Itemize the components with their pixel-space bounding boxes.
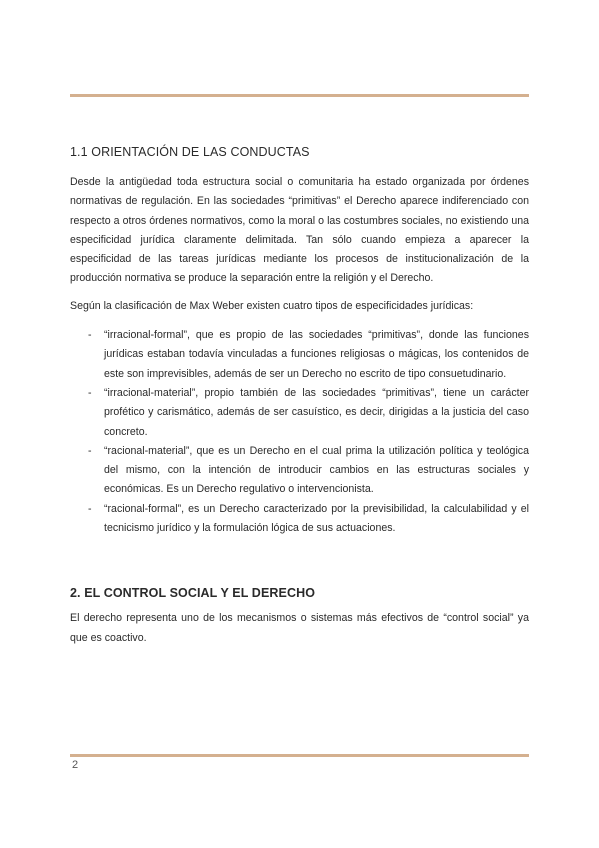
list-item [70,384,529,442]
paragraph-orientacion: Desde la antigüedad toda estructura social o comunitaria ha estado organizada por órdenes normativas de regulación. En las sociedades “primitivas” el Derecho aparece indiferenciado con respecto a otros órdenes normativos, como la moral o las costumbres sociales, no existiendo una especificidad jurídica claramente delimitada. Tan sólo cuando empieza a aparecer la especificidad de las tareas jurídicas mediante los procesos de institucionalización de la producción normativa se produce la separación entre la religión y el Derecho. [70,176,529,285]
paragraph-weber-intro: Según la clasificación de Max Weber existen cuatro tipos de especificidades jurídicas: [70,299,474,312]
bullet-dash: - [88,386,92,399]
header-rule [70,94,529,97]
list-item-text: “irracional-material”, propio también de las sociedades “primitivas”, tiene un carácter profético y carismático, además de ser casuístico, es decir, dirigidas a la justicia del caso concreto. [104,386,529,438]
section-title-control-social: 2. EL CONTROL SOCIAL Y EL DERECHO [70,586,316,601]
list-item-text: “racional-formal”, es un Derecho caracterizado por la previsibilidad, la calculabilidad y el tecnicismo jurídico y la formulación lógica de sus actuaciones. [104,502,529,535]
list-item [70,326,529,384]
page-number: 2 [72,759,79,771]
section-title-orientacion: 1.1 ORIENTACIÓN DE LAS CONDUCTAS [70,145,310,159]
bullet-dash: - [88,329,92,342]
list-item-text: “irracional-formal”, que es propio de las sociedades “primitivas”, donde las funciones jurídicas estaban todavía vinculadas a funciones religiosas o mágicas, los contenidos de este son imprevisibles, además de ser un Derecho no escrito de tipo consuetudinario. [104,329,529,380]
page-content [70,145,529,656]
bullet-dash: - [88,444,92,457]
list-item [70,500,529,539]
paragraph-control-social: El derecho representa uno de los mecanismos o sistemas más efectivos de “control social” ya que es coactivo. [70,612,529,644]
bullet-dash: - [88,502,92,515]
list-item [70,442,529,500]
weber-types-list [70,326,529,538]
footer-rule [70,754,529,757]
list-item-text: “racional-material”, que es un Derecho en el cual prima la utilización política y teológica del mismo, con la intención de introducir cambios en las estructuras sociales y económicas. Es un Derecho regulativo o intervencionista. [104,444,529,496]
